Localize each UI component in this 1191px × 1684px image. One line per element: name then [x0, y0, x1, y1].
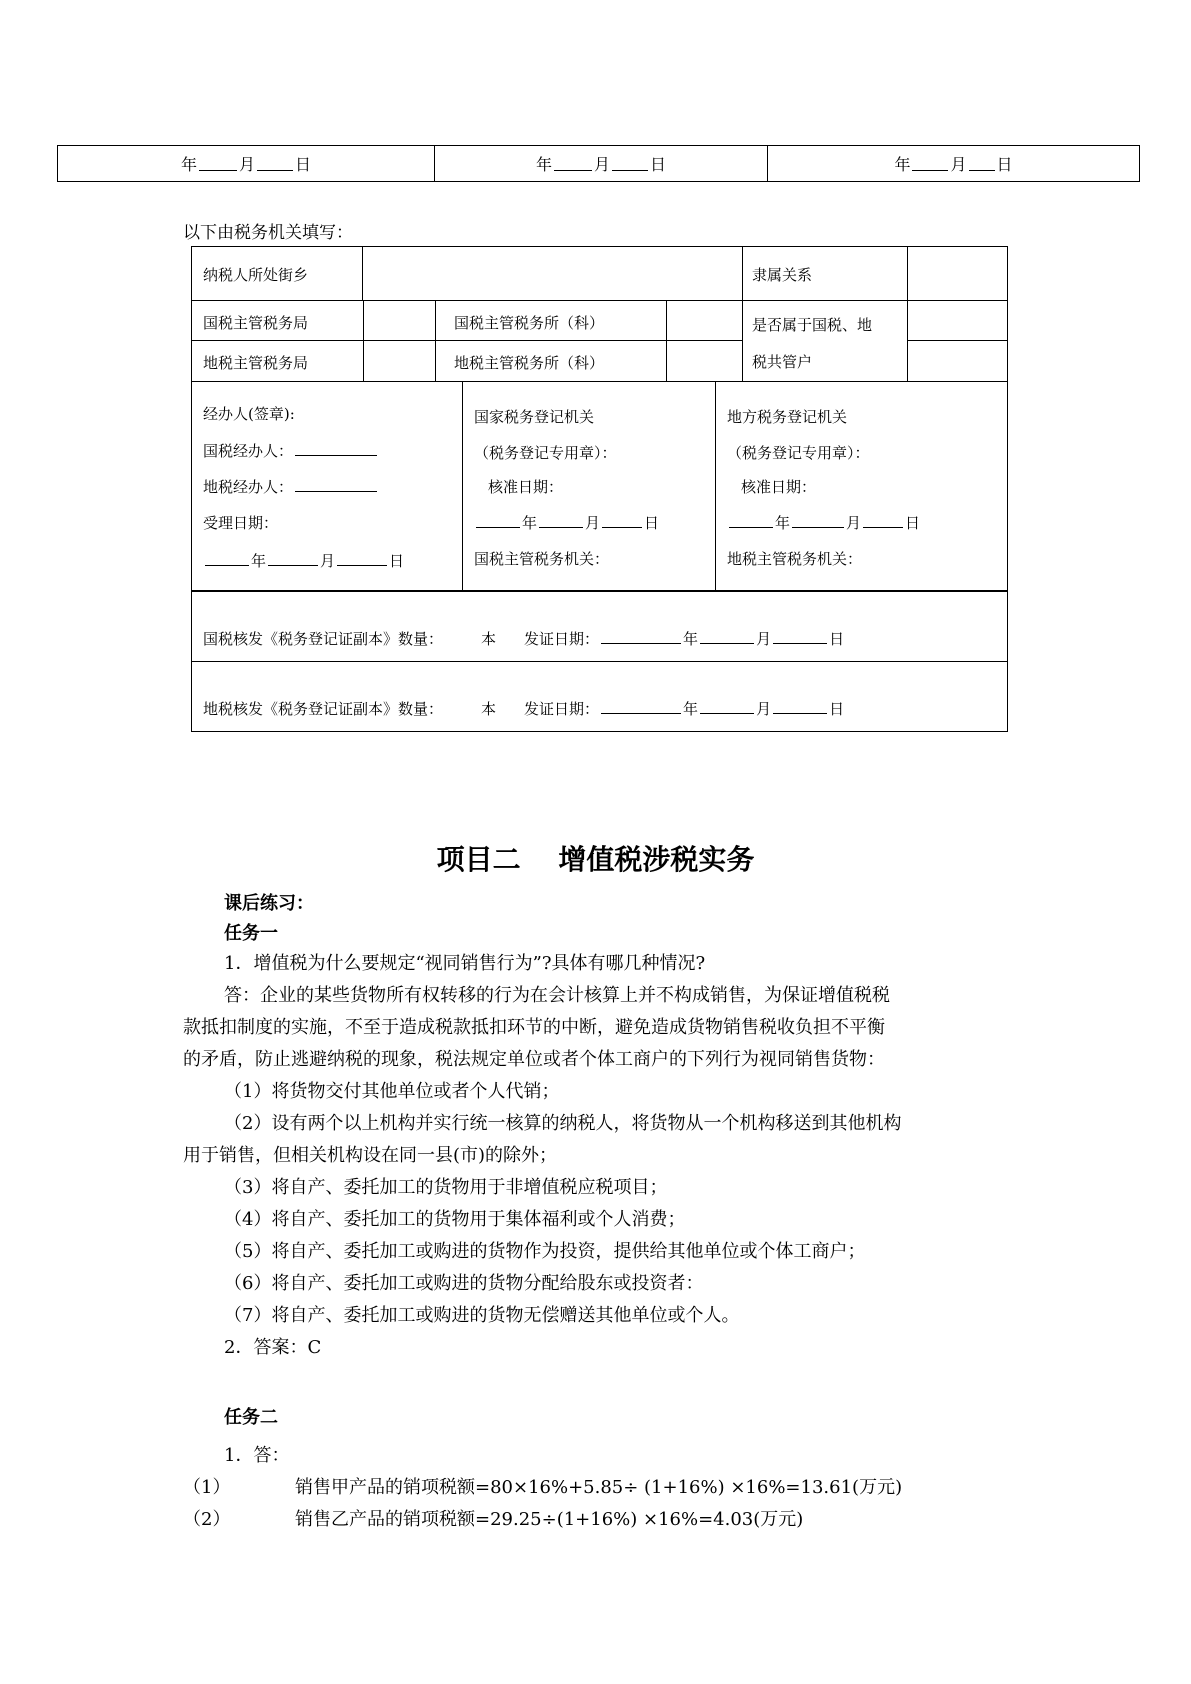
local-copy-row	[203, 698, 844, 719]
month-blank[interactable]	[257, 156, 293, 171]
month-label: 月	[950, 155, 967, 174]
year-label: 年	[535, 155, 552, 174]
national-bureau-field[interactable]	[367, 305, 431, 337]
question-2-answer: 2．答案：C	[224, 1337, 322, 1358]
local-reg-seal: （税务登记专用章）：	[727, 444, 870, 462]
year-blank[interactable]	[912, 156, 948, 171]
local-office-label: 地税主管税务所（科）	[454, 354, 605, 372]
national-reg-seal: （税务登记专用章）：	[474, 444, 617, 462]
joint-field-national[interactable]	[914, 305, 1002, 337]
unit-label: 本	[481, 700, 497, 718]
list-item-7: （7）将自产、委托加工或购进的货物无偿赠送其他单位或个人。	[224, 1305, 740, 1326]
day-label: 日	[829, 700, 845, 718]
local-reg-title: 地方税务登记机关	[727, 408, 848, 426]
list-item-4: （4）将自产、委托加工的货物用于集体福利或个人消费；	[224, 1209, 686, 1230]
month-blank[interactable]	[268, 551, 318, 566]
month-blank[interactable]	[539, 513, 583, 528]
year-blank[interactable]	[199, 156, 237, 171]
calc-2: 销售乙产品的销项税额=29.25÷(1+16%) ×16%=4.03(万元)	[295, 1509, 804, 1530]
year-label: 年	[180, 155, 197, 174]
national-handler-blank[interactable]	[295, 440, 377, 456]
fill-note: 以下由税务机关填写：	[183, 223, 353, 243]
day-blank[interactable]	[863, 513, 903, 528]
section-heading: 项目二 增值税涉税实务	[436, 843, 755, 876]
month-label: 月	[238, 155, 255, 174]
date-cell-2	[434, 146, 767, 181]
month-label: 月	[593, 155, 610, 174]
answer-1-line-3: 的矛盾，防止逃避纳税的现象，税法规定单位或者个体工商户的下列行为视同销售货物：	[183, 1049, 885, 1070]
national-reg-title: 国家税务登记机关	[474, 408, 595, 426]
list-item-5: （5）将自产、委托加工或购进的货物作为投资，提供给其他单位或个体工商户；	[224, 1241, 866, 1262]
local-approve-date	[727, 512, 920, 533]
day-blank[interactable]	[773, 629, 827, 644]
year-label: 年	[522, 514, 538, 532]
national-office-label: 国税主管税务所（科）	[454, 314, 605, 332]
month-label: 月	[846, 514, 862, 532]
month-blank[interactable]	[792, 513, 844, 528]
street-label: 纳税人所处街乡	[203, 266, 309, 284]
task2-answer-label: 1．答：	[224, 1445, 290, 1466]
month-label: 月	[756, 700, 772, 718]
day-label: 日	[996, 155, 1013, 174]
joint-field-local[interactable]	[914, 345, 1002, 377]
accept-date	[203, 550, 404, 571]
local-copy-label: 地税核发《税务登记证副本》数量：	[203, 700, 444, 718]
day-blank[interactable]	[773, 699, 827, 714]
affiliation-field[interactable]	[914, 255, 1002, 293]
day-label: 日	[650, 155, 667, 174]
local-office-field[interactable]	[670, 345, 738, 377]
date-cell-3	[767, 146, 1139, 181]
month-blank[interactable]	[612, 156, 648, 171]
list-item-3: （3）将自产、委托加工的货物用于非增值税应税项目；	[224, 1177, 668, 1198]
national-office-field[interactable]	[670, 305, 738, 337]
year-label: 年	[894, 155, 911, 174]
national-copy-label: 国税核发《税务登记证副本》数量：	[203, 630, 444, 648]
year-blank[interactable]	[601, 629, 681, 644]
list-item-1: （1）将货物交付其他单位或者个人代销；	[224, 1081, 560, 1102]
joint-label-1: 是否属于国税、地	[752, 316, 873, 334]
task2-heading: 任务二	[224, 1407, 278, 1428]
year-label: 年	[251, 552, 267, 570]
year-label: 年	[775, 514, 791, 532]
national-handler	[203, 440, 379, 461]
affiliation-label: 隶属关系	[752, 266, 813, 284]
local-bureau-label: 地税主管税务局	[203, 354, 309, 372]
task1-heading: 任务一	[224, 923, 278, 944]
local-handler-blank[interactable]	[295, 476, 377, 492]
joint-label-2: 税共管户	[752, 353, 813, 371]
exercise-heading: 课后练习：	[224, 893, 314, 914]
answer-1-line-1: 答：企业的某些货物所有权转移的行为在会计核算上并不构成销售，为保证增值税税	[224, 985, 890, 1006]
calc-1-number: （1）	[183, 1477, 231, 1498]
month-label: 月	[756, 630, 772, 648]
calc-2-number: （2）	[183, 1509, 231, 1530]
question-1: 1．增值税为什么要规定“视同销售行为”?具体有哪几种情况?	[224, 953, 706, 974]
issue-date-label: 发证日期：	[524, 630, 600, 648]
month-label: 月	[585, 514, 601, 532]
day-label: 日	[389, 552, 405, 570]
local-approve-label: 核准日期：	[741, 478, 817, 496]
issue-date-label: 发证日期：	[524, 700, 600, 718]
local-bureau-field[interactable]	[367, 345, 431, 377]
year-blank[interactable]	[729, 513, 773, 528]
calc-1: 销售甲产品的销项税额=80×16%+5.85÷ (1+16%) ×16%=13.61(万元)	[295, 1477, 903, 1498]
accept-date-label: 受理日期：	[203, 514, 279, 532]
list-item-6: （6）将自产、委托加工或购进的货物分配给股东或投资者：	[224, 1273, 704, 1294]
local-authority-label: 地税主管税务机关：	[727, 550, 863, 568]
day-blank[interactable]	[337, 551, 387, 566]
street-field[interactable]	[372, 255, 732, 293]
answer-1-line-2: 款抵扣制度的实施，不至于造成税款抵扣环节的中断，避免造成货物销售税收负担不平衡	[183, 1017, 885, 1038]
year-label: 年	[683, 700, 699, 718]
month-blank[interactable]	[700, 699, 754, 714]
date-cell-1	[58, 146, 434, 181]
year-blank[interactable]	[476, 513, 520, 528]
national-authority-label: 国税主管税务机关：	[474, 550, 610, 568]
local-handler-label: 地税经办人：	[203, 478, 294, 496]
month-blank[interactable]	[969, 156, 995, 171]
local-handler	[203, 476, 379, 497]
national-bureau-label: 国税主管税务局	[203, 314, 309, 332]
unit-label: 本	[481, 630, 497, 648]
day-label: 日	[295, 155, 312, 174]
year-blank[interactable]	[205, 551, 249, 566]
handler-title: 经办人(签章):	[203, 405, 295, 423]
year-label: 年	[683, 630, 699, 648]
list-item-2a: （2）设有两个以上机构并实行统一核算的纳税人，将货物从一个机构移送到其他机构	[224, 1113, 902, 1134]
list-item-2b: 用于销售，但相关机构设在同一县(市)的除外；	[183, 1145, 558, 1166]
national-approve-date	[474, 512, 659, 533]
day-label: 日	[905, 514, 921, 532]
year-blank[interactable]	[601, 699, 681, 714]
day-label: 日	[829, 630, 845, 648]
day-blank[interactable]	[602, 513, 642, 528]
national-approve-label: 核准日期：	[488, 478, 564, 496]
year-blank[interactable]	[554, 156, 592, 171]
national-copy-row	[203, 628, 844, 649]
month-blank[interactable]	[700, 629, 754, 644]
tax-authority-table	[191, 246, 1008, 732]
month-label: 月	[320, 552, 336, 570]
day-label: 日	[644, 514, 660, 532]
national-handler-label: 国税经办人：	[203, 442, 294, 460]
signature-date-row	[57, 145, 1140, 182]
